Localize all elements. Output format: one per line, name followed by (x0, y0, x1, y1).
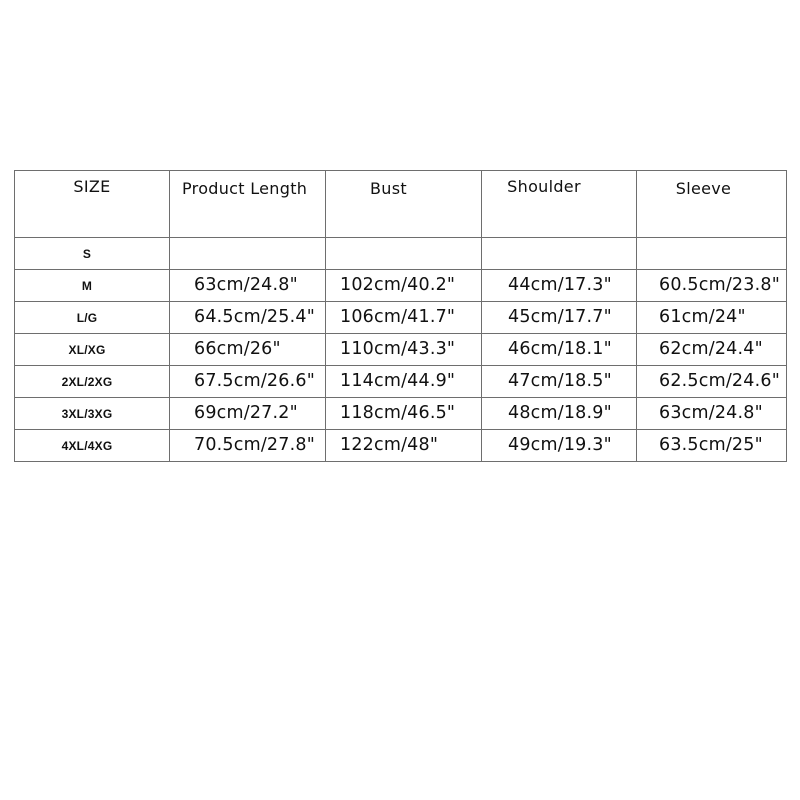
table-row (15, 366, 787, 398)
product-length-cell: 69cm/27.2" (170, 398, 326, 430)
shoulder-cell (482, 238, 637, 270)
product-length-cell: 64.5cm/25.4" (170, 302, 326, 334)
header-sleeve: Sleeve (637, 171, 787, 238)
sleeve-cell (637, 238, 787, 270)
sleeve-cell: 63cm/24.8" (637, 398, 787, 430)
sleeve-cell: 61cm/24" (637, 302, 787, 334)
shoulder-cell: 49cm/19.3" (482, 430, 637, 462)
table-row (15, 334, 787, 366)
size-cell: 2XL/2XG (15, 366, 170, 398)
shoulder-cell: 46cm/18.1" (482, 334, 637, 366)
sleeve-cell: 63.5cm/25" (637, 430, 787, 462)
table-header-row (15, 171, 787, 238)
table-row (15, 302, 787, 334)
shoulder-cell: 47cm/18.5" (482, 366, 637, 398)
shoulder-cell: 45cm/17.7" (482, 302, 637, 334)
size-cell: XL/XG (15, 334, 170, 366)
product-length-cell (170, 238, 326, 270)
sleeve-cell: 62.5cm/24.6" (637, 366, 787, 398)
size-cell: M (15, 270, 170, 302)
bust-cell: 122cm/48" (326, 430, 482, 462)
header-product-length: Product Length (170, 171, 326, 238)
bust-cell (326, 238, 482, 270)
bust-cell: 106cm/41.7" (326, 302, 482, 334)
shoulder-cell: 44cm/17.3" (482, 270, 637, 302)
product-length-cell: 70.5cm/27.8" (170, 430, 326, 462)
table-row (15, 238, 787, 270)
size-cell: L/G (15, 302, 170, 334)
bust-cell: 114cm/44.9" (326, 366, 482, 398)
bust-cell: 118cm/46.5" (326, 398, 482, 430)
bust-cell: 102cm/40.2" (326, 270, 482, 302)
bust-cell: 110cm/43.3" (326, 334, 482, 366)
header-shoulder: Shoulder (482, 171, 637, 238)
header-bust: Bust (326, 171, 482, 238)
size-cell: 3XL/3XG (15, 398, 170, 430)
product-length-cell: 67.5cm/26.6" (170, 366, 326, 398)
size-cell: 4XL/4XG (15, 430, 170, 462)
table-row (15, 270, 787, 302)
product-length-cell: 63cm/24.8" (170, 270, 326, 302)
sleeve-cell: 60.5cm/23.8" (637, 270, 787, 302)
product-length-cell: 66cm/26" (170, 334, 326, 366)
size-cell: S (15, 238, 170, 270)
shoulder-cell: 48cm/18.9" (482, 398, 637, 430)
table-row (15, 430, 787, 462)
table-row (15, 398, 787, 430)
sleeve-cell: 62cm/24.4" (637, 334, 787, 366)
header-size: SIZE (15, 171, 170, 238)
size-chart-table (14, 170, 787, 462)
